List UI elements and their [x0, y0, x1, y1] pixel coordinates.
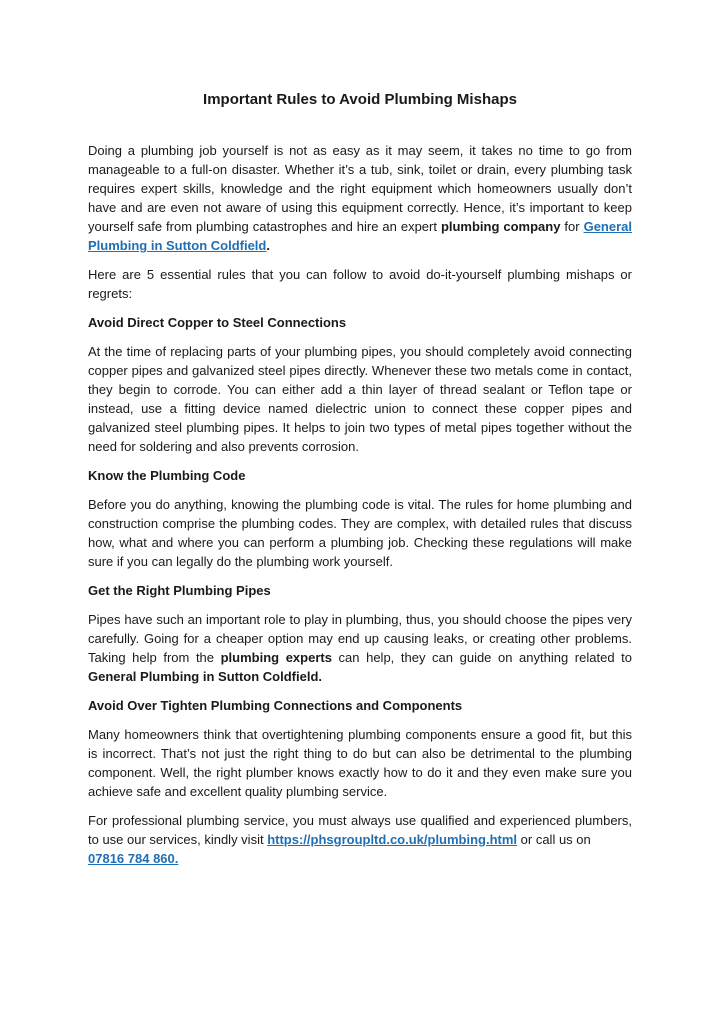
- section-heading-plumbing-code: Know the Plumbing Code: [88, 468, 246, 483]
- section-heading-copper-steel: Avoid Direct Copper to Steel Connections: [88, 315, 347, 330]
- intro-bold-plumbing-company: plumbing company: [440, 219, 561, 234]
- section-body-over-tighten: Many homeowners think that overtightening plumbing components ensure a good fit, but this is incorrect. That’s not just the right thing to do but can also be detrimental to the plumbing component. Well, the right plumber knows exactly how to do it and they even make sure you achieve safe and excellent quality plumbing service.: [88, 727, 632, 799]
- intro-paragraph: [88, 141, 632, 255]
- section-body-plumbing-code: Before you do anything, knowing the plumbing code is vital. The rules for home plumbing and construction comprise the plumbing codes. They are complex, with detailed rules that discuss how, what and where you can perform a plumbing job. Checking these regulations will make sure if you can legally do the plumbing work yourself.: [88, 497, 632, 569]
- closing-middle: or call us on: [517, 832, 591, 847]
- closing-paragraph: [88, 811, 632, 868]
- section-heading-right-pipes: Get the Right Plumbing Pipes: [88, 583, 271, 598]
- section-body-right-pipes: [88, 610, 632, 686]
- closing-text: For professional plumbing service, you must always use qualified and experienced plumbers, to use our services, kindly visit: [88, 813, 632, 847]
- link-website[interactable]: https://phsgroupltd.co.uk/plumbing.html: [267, 832, 518, 847]
- intro-text: Doing a plumbing job yourself is not as easy as it may seem, it takes no time to go from manageable to a full-on disaster. Whether it’s a tub, sink, toilet or drain, every plumbing task requires expert skills, knowledge and the right equipment which homeowners usually don’t have and are even not aware of using this equipment correctly. Hence, it’s important to keep yourself safe from plumbing catastrophes and hire an expert: [88, 143, 632, 234]
- link-general-plumbing[interactable]: General Plumbing in Sutton Coldfield: [88, 219, 632, 253]
- section-body-copper-steel: At the time of replacing parts of your plumbing pipes, you should completely avoid connecting copper pipes and galvanized steel pipes directly. Whenever these two metals come in contact, they begin to corrode. You can either add a thin layer of thread sealant or Teflon tape or instead, use a fitting device named dielectric union to connect these copper pipes and galvanized steel plumbing pipes. It helps to join two types of metal pipes together without the need for soldering and also prevents corrosion.: [88, 344, 632, 454]
- right-pipes-text-start: Pipes have such an important role to play in plumbing, thus, you should choose the pipes very carefully. Going for a cheaper option may end up causing leaks, or creating other problems. Taking help from the: [88, 612, 632, 665]
- lead-in-paragraph: Here are 5 essential rules that you can follow to avoid do-it-yourself plumbing mishaps or regrets:: [88, 267, 632, 301]
- page-title: Important Rules to Avoid Plumbing Mishaps: [203, 91, 517, 108]
- intro-after-bold: for: [560, 219, 584, 234]
- right-pipes-bold-experts: plumbing experts: [220, 650, 332, 665]
- intro-end: .: [266, 238, 270, 253]
- link-phone[interactable]: 07816 784 860.: [88, 851, 179, 866]
- right-pipes-text-mid: can help, they can guide on anything related to: [331, 650, 632, 665]
- section-heading-over-tighten: Avoid Over Tighten Plumbing Connections and Components: [88, 698, 463, 713]
- right-pipes-bold-general-plumbing: General Plumbing in Sutton Coldfield.: [88, 669, 322, 684]
